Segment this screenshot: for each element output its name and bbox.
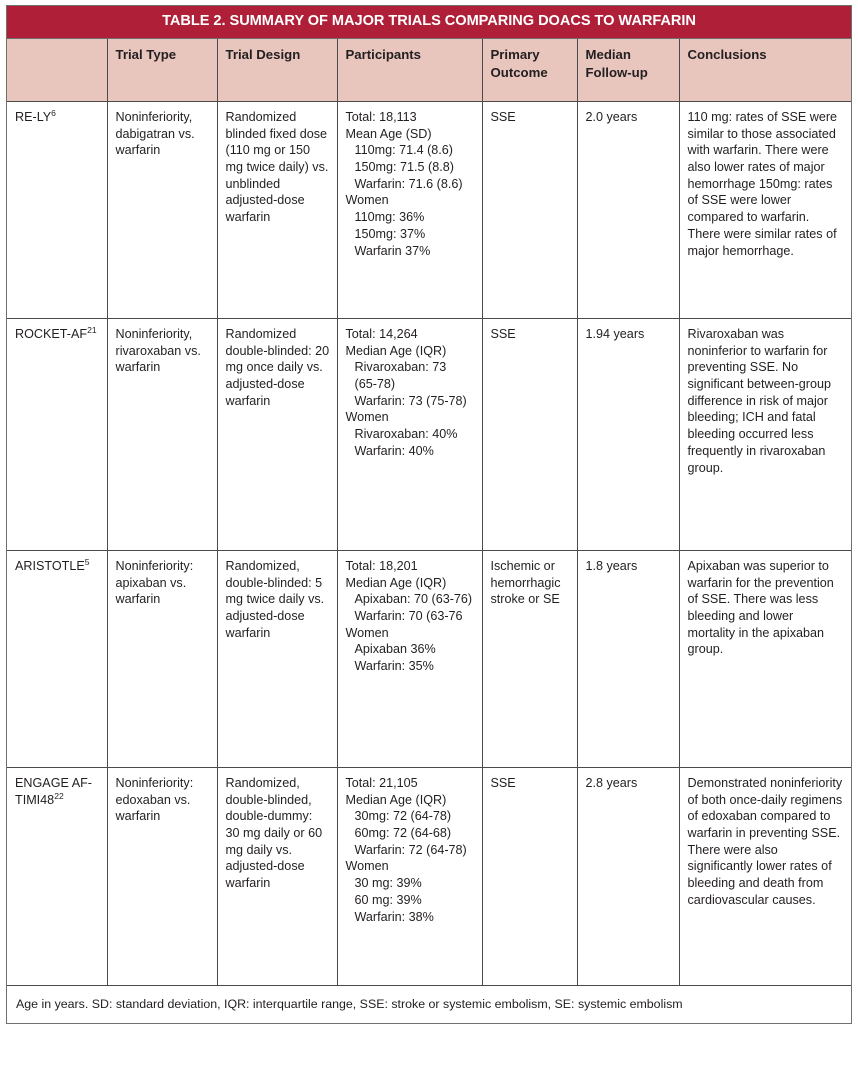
participants-line: Rivaroxaban: 73 bbox=[354, 360, 447, 375]
participants-line: Total: 14,264 bbox=[345, 326, 418, 341]
column-header-trial bbox=[7, 39, 107, 101]
table-footnote: Age in years. SD: standard deviation, IQR: interquartile range, SSE: stroke or systemic embolism, SE: systemic embolism bbox=[7, 986, 851, 1023]
table-container bbox=[6, 5, 852, 1024]
trial-reference: 21 bbox=[87, 324, 97, 335]
participants-line: (65-78) bbox=[354, 377, 396, 392]
participants-line: Total: 21,105 bbox=[345, 775, 418, 790]
participants-line: Women bbox=[345, 410, 389, 425]
participants-line: 150mg: 37% bbox=[354, 226, 426, 241]
cell-trial-type: Noninferiority, rivaroxaban vs. warfarin bbox=[107, 318, 217, 550]
column-header-trial-design: Trial Design bbox=[217, 39, 337, 101]
table-title: TABLE 2. SUMMARY OF MAJOR TRIALS COMPARING DOACS TO WARFARIN bbox=[7, 6, 851, 39]
participants-line: Mean Age (SD) bbox=[345, 126, 432, 141]
column-header-median-followup: Median Follow-up bbox=[577, 39, 679, 101]
cell-participants bbox=[337, 767, 482, 985]
participants-line: Women bbox=[345, 625, 389, 640]
table-row bbox=[7, 767, 851, 985]
cell-trial-design: Randomized blinded fixed dose (110 mg or 150 mg twice daily) vs. unblinded adjusted-dose warfarin bbox=[217, 101, 337, 318]
cell-conclusions: 110 mg: rates of SSE were similar to those associated with warfarin. There were also lower rates of major hemorrhage 150mg: rates of SSE were lower compared to warfarin. There were similar rates of major hemorrhage. bbox=[679, 101, 851, 318]
cell-trial-type: Noninferiority: apixaban vs. warfarin bbox=[107, 550, 217, 767]
participants-line: 30mg: 72 (64-78) bbox=[354, 809, 452, 824]
participants-line: 30 mg: 39% bbox=[354, 876, 422, 891]
participants-line: 110mg: 36% bbox=[354, 210, 425, 225]
trial-reference: 22 bbox=[54, 790, 64, 801]
participants-line: 60 mg: 39% bbox=[354, 892, 422, 907]
cell-trial-type: Noninferiority, dabigatran vs. warfarin bbox=[107, 101, 217, 318]
participants-line: Total: 18,113 bbox=[345, 109, 417, 124]
participants-line: Total: 18,201 bbox=[345, 558, 418, 573]
cell-primary-outcome: SSE bbox=[482, 767, 577, 985]
cell-median-followup: 1.94 years bbox=[577, 318, 679, 550]
participants-line: Warfarin: 72 (64-78) bbox=[354, 842, 467, 857]
header-row bbox=[7, 39, 851, 101]
cell-trial-name bbox=[7, 101, 107, 318]
table-row bbox=[7, 318, 851, 550]
trial-reference: 6 bbox=[51, 107, 56, 118]
cell-conclusions: Apixaban was superior to warfarin for the prevention of SSE. There was less bleeding and lower mortality in the apixaban group. bbox=[679, 550, 851, 767]
cell-participants bbox=[337, 318, 482, 550]
cell-participants bbox=[337, 101, 482, 318]
cell-trial-design: Randomized, double-blinded, double-dummy: 30 mg daily or 60 mg daily vs. adjusted-dose warfarin bbox=[217, 767, 337, 985]
trial-reference: 5 bbox=[84, 556, 90, 567]
participants-line: 150mg: 71.5 (8.8) bbox=[354, 160, 454, 175]
trial-name-text: ROCKET-AF bbox=[15, 326, 88, 341]
table-body bbox=[7, 101, 851, 985]
trial-name-text: ENGAGE AF-TIMI48 bbox=[15, 775, 92, 807]
participants-line: Median Age (IQR) bbox=[345, 343, 447, 358]
participants-line: Median Age (IQR) bbox=[345, 792, 447, 807]
cell-trial-name bbox=[7, 767, 107, 985]
participants-line: Median Age (IQR) bbox=[345, 575, 447, 590]
cell-primary-outcome: SSE bbox=[482, 318, 577, 550]
participants-line: Apixaban 36% bbox=[354, 642, 436, 657]
participants-line: Women bbox=[345, 193, 389, 208]
table-row bbox=[7, 550, 851, 767]
cell-trial-design: Randomized double-blinded: 20 mg once daily vs. adjusted-dose warfarin bbox=[217, 318, 337, 550]
column-header-participants: Participants bbox=[337, 39, 482, 101]
column-header-primary-outcome: Primary Outcome bbox=[482, 39, 577, 101]
cell-trial-type: Noninferiority: edoxaban vs. warfarin bbox=[107, 767, 217, 985]
participants-line: Warfarin 37% bbox=[354, 243, 431, 258]
trial-name-text: ARISTOTLE bbox=[15, 558, 85, 573]
participants-line: Warfarin: 38% bbox=[354, 909, 434, 924]
cell-trial-name bbox=[7, 550, 107, 767]
cell-conclusions: Demonstrated noninferiority of both once-daily regimens of edoxaban compared to warfarin in preventing SSE. There were also significantly lower rates of bleeding and death from cardiovascular causes. bbox=[679, 767, 851, 985]
cell-primary-outcome: SSE bbox=[482, 101, 577, 318]
table-row bbox=[7, 101, 851, 318]
participants-line: 110mg: 71.4 (8.6) bbox=[354, 143, 453, 158]
participants-line: Women bbox=[345, 859, 389, 874]
trials-comparison-table bbox=[7, 39, 851, 986]
participants-line: Warfarin: 35% bbox=[354, 659, 434, 674]
trial-name-text: RE-LY bbox=[15, 109, 52, 124]
cell-primary-outcome: Ischemic or hemorrhagic stroke or SE bbox=[482, 550, 577, 767]
cell-trial-name bbox=[7, 318, 107, 550]
participants-line: 60mg: 72 (64-68) bbox=[354, 826, 452, 841]
participants-line: Warfarin: 71.6 (8.6) bbox=[354, 176, 463, 191]
cell-median-followup: 2.8 years bbox=[577, 767, 679, 985]
table-header bbox=[7, 39, 851, 101]
participants-line: Warfarin: 40% bbox=[354, 443, 434, 458]
cell-median-followup: 2.0 years bbox=[577, 101, 679, 318]
cell-conclusions: Rivaroxaban was noninferior to warfarin for preventing SSE. No significant between-group difference in risk of major bleeding; ICH and fatal bleeding occurred less frequently in rivaroxaban group. bbox=[679, 318, 851, 550]
participants-line: Apixaban: 70 (63-76) bbox=[354, 592, 473, 607]
participants-line: Warfarin: 73 (75-78) bbox=[354, 393, 467, 408]
cell-trial-design: Randomized, double-blinded: 5 mg twice daily vs. adjusted-dose warfarin bbox=[217, 550, 337, 767]
cell-median-followup: 1.8 years bbox=[577, 550, 679, 767]
column-header-conclusions: Conclusions bbox=[679, 39, 851, 101]
column-header-trial-type: Trial Type bbox=[107, 39, 217, 101]
participants-line: Rivaroxaban: 40% bbox=[354, 427, 458, 442]
cell-participants bbox=[337, 550, 482, 767]
participants-line: Warfarin: 70 (63-76 bbox=[354, 609, 463, 624]
